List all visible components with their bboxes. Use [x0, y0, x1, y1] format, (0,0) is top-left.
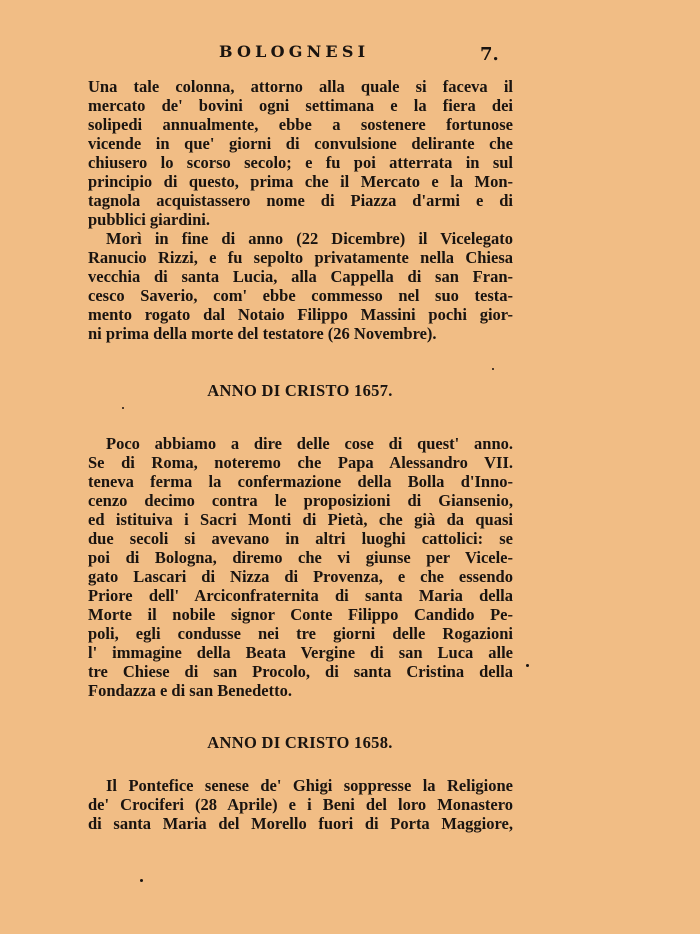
text-line: mercato de' bovini ogni settimana e la fiera dei [88, 96, 513, 115]
text-line: tagnola acquistassero nome di Piazza d'armi e di [88, 191, 513, 210]
paragraph-colonna [88, 77, 513, 229]
text-line: Ranucio Rizzi, e fu sepolto privatamente nella Chiesa [88, 248, 513, 267]
section-heading-1657: ANNO DI CRISTO 1657. [207, 381, 393, 400]
text-line: Fondazza e di san Benedetto. [88, 681, 292, 700]
text-line: principio di questo, prima che il Mercato e la Mon- [88, 172, 513, 191]
text-line: vecchia di santa Lucia, alla Cappella di san Fran- [88, 267, 513, 286]
paragraph-vicelegato [88, 229, 513, 343]
text-line: gato Lascari di Nizza di Provenza, e che essendo [88, 567, 513, 586]
text-line: chiusero lo scorso secolo; e fu poi atterrata in sul [88, 153, 513, 172]
ink-speck [492, 368, 494, 370]
text-line: cesco Saverio, com' ebbe commesso nel suo testa- [88, 286, 513, 305]
text-line: de' Crociferi (28 Aprile) e i Beni del loro Monastero [88, 795, 513, 814]
text-line: mento rogato dal Notaio Filippo Massini pochi gior- [88, 305, 513, 324]
text-line: vicende in que' giorni di convulsione delirante che [88, 134, 513, 153]
section-heading-1658: ANNO DI CRISTO 1658. [207, 733, 393, 752]
running-title: BOLOGNESI [219, 42, 370, 61]
ink-speck [140, 879, 143, 882]
text-line: ni prima della morte del testatore (26 Novembre). [88, 324, 437, 343]
page-header [0, 42, 700, 66]
text-line: Priore dell' Arciconfraternita di santa Maria della [88, 586, 513, 605]
ink-speck [526, 664, 529, 667]
text-line: poli, egli condusse nei tre giorni delle Rogazioni [88, 624, 513, 643]
text-line: solipedi annualmente, ebbe a sostenere fortunose [88, 115, 513, 134]
text-line: cenzo decimo contra le proposizioni di Giansenio, [88, 491, 513, 510]
text-line: l' immagine della Beata Vergine di san Luca alle [88, 643, 513, 662]
page-number: 7. [480, 44, 499, 65]
text-line: teneva ferma la confermazione della Bolla d'Inno- [88, 472, 513, 491]
text-line: Morte il nobile signor Conte Filippo Candido Pe- [88, 605, 513, 624]
text-line: ed istituiva i Sacri Monti di Pietà, che già da quasi [88, 510, 513, 529]
paragraph-1658 [88, 776, 513, 833]
text-line: due secoli si avevano in altri luoghi cattolici: se [88, 529, 513, 548]
text-line: Una tale colonna, attorno alla quale si faceva il [88, 77, 513, 96]
text-line: Il Pontefice senese de' Ghigi soppresse la Religione [106, 776, 513, 795]
text-line: tre Chiese di san Procolo, di santa Cristina della [88, 662, 513, 681]
text-line: Morì in fine di anno (22 Dicembre) il Vicelegato [106, 229, 513, 248]
text-line: pubblici giardini. [88, 210, 210, 229]
paragraph-1657 [88, 434, 513, 700]
ink-speck [122, 407, 124, 409]
text-line: di santa Maria del Morello fuori di Porta Maggiore, [88, 814, 513, 833]
text-line: Se di Roma, noteremo che Papa Alessandro VII. [88, 453, 513, 472]
text-line: poi di Bologna, diremo che vi giunse per Vicele- [88, 548, 513, 567]
text-line: Poco abbiamo a dire delle cose di quest' anno. [106, 434, 513, 453]
